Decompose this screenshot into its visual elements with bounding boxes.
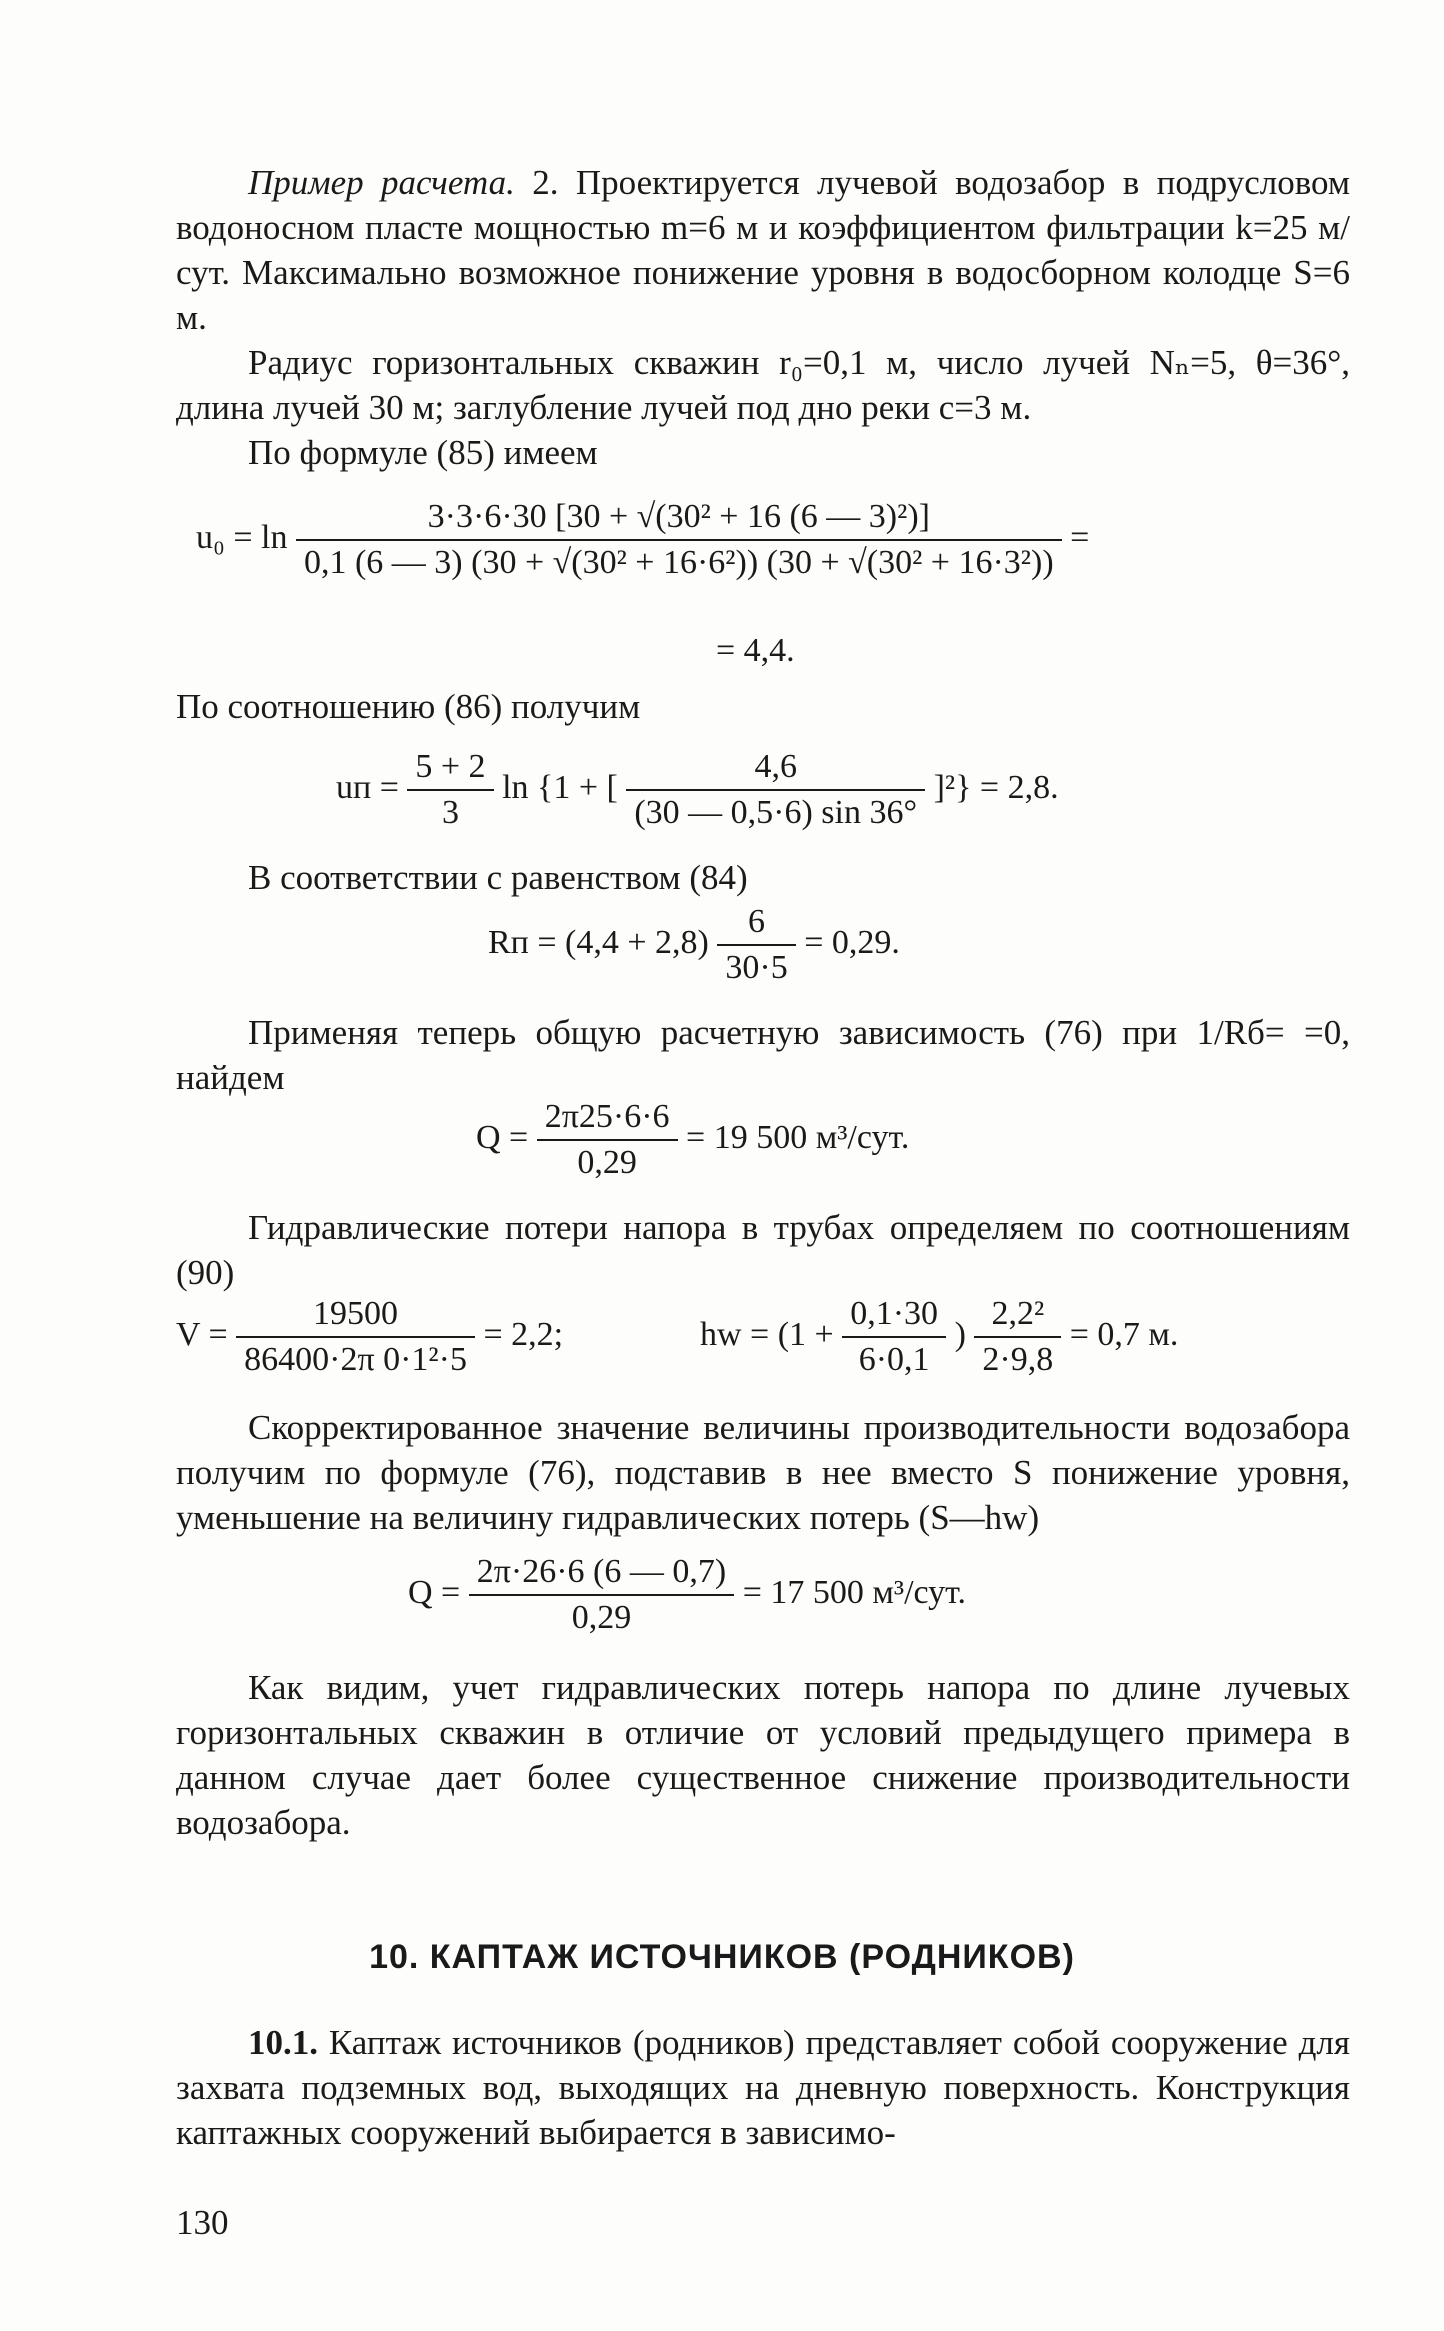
velocity-numerator: 19500: [236, 1292, 475, 1338]
formula-85-reference: По формуле (85) имеем: [248, 433, 598, 472]
page-number: 130: [176, 2203, 229, 2242]
head-loss-denominator-1: 6·0,1: [858, 1341, 930, 1378]
head-loss-paren: ): [954, 1315, 966, 1353]
equality-84-reference: В соответствии с равенством (84): [248, 858, 748, 897]
radius-paragraph: Радиус горизонтальных скважин r₀=0,1 м, число лучей Nₙ=5, θ=36°, длина лучей 30 м; заглубление лучей под дно реки c=3 м.: [176, 343, 1350, 427]
section-heading: 10. КАПТАЖ ИСТОЧНИКОВ (РОДНИКОВ): [369, 1938, 1075, 1976]
relation-86-reference: По соотношению (86) получим: [176, 687, 641, 726]
head-loss-fraction-2: [974, 1292, 1061, 1382]
section-paragraph-text: Каптаж источников (родников) представляет собой сооружение для захвата подземных вод, выходящих на дневную поверхность. Конструкция каптажных сооружений выбирается в зависимо-: [176, 2023, 1350, 2152]
un-inner-denominator: (30 — 0,5·6) sin 36°: [634, 794, 918, 831]
q1-denominator: 0,29: [577, 1144, 637, 1181]
rn-denominator: 30·5: [725, 949, 788, 986]
general-dependency-paragraph: Применяя теперь общую расчетную зависимость (76) при 1/Rб= =0, найдем: [176, 1013, 1350, 1097]
example-label: Пример расчета.: [248, 163, 515, 202]
u0-lhs: u₀ = ln: [196, 518, 288, 556]
un-coef-denominator: 3: [441, 794, 459, 831]
un-coefficient: [407, 745, 493, 835]
rn-result: = 0,29.: [804, 923, 900, 961]
velocity-result: = 2,2;: [483, 1315, 564, 1353]
u0-result: = 4,4.: [716, 632, 795, 669]
rn-numerator: 6: [717, 900, 795, 946]
u0-denominator: 0,1 (6 — 3) (30 + √(30² + 16·6²)) (30 + √(30² + 16·3²)): [303, 544, 1054, 581]
velocity-denominator: 86400·2π 0·1²·5: [244, 1341, 467, 1378]
u0-equals: =: [1070, 518, 1090, 556]
un-inner-fraction: [626, 745, 925, 835]
q2-fraction: [469, 1550, 734, 1640]
q1-result: = 19 500 м³/сут.: [686, 1118, 910, 1156]
section-paragraph-number: 10.1.: [248, 2023, 318, 2062]
un-ln-close: ]²} = 2,8.: [933, 768, 1059, 806]
head-loss-numerator-2: 2,2²: [974, 1292, 1061, 1338]
q2-result: = 17 500 м³/сут.: [742, 1573, 966, 1611]
q1-fraction: [537, 1095, 678, 1185]
q2-denominator: 0,29: [571, 1599, 632, 1636]
u0-numerator: 3·3·6·30 [30 + √(30² + 16 (6 — 3)²)]: [296, 495, 1062, 541]
q2-lhs: Q =: [408, 1573, 461, 1611]
q1-numerator: 2π25·6·6: [537, 1095, 678, 1141]
un-lhs: uп =: [336, 768, 399, 806]
conclusion-paragraph: Как видим, учет гидравлических потерь напора по длине лучевых горизонтальных скважин в отличие от условий предыдущего примера в данном случае дает более существенное снижение производительности водозабора.: [176, 1668, 1350, 1842]
rn-lhs: Rп = (4,4 + 2,8): [488, 923, 709, 961]
velocity-lhs: V =: [176, 1315, 228, 1353]
hydraulic-losses-paragraph: Гидравлические потери напора в трубах определяем по соотношениям (90): [176, 1208, 1350, 1292]
head-loss-denominator-2: 2·9,8: [982, 1341, 1054, 1378]
head-loss-lhs: hw = (1 +: [700, 1315, 834, 1353]
formula-head-loss: [700, 1292, 1178, 1382]
head-loss-fraction-1: [842, 1292, 946, 1382]
head-loss-numerator-1: 0,1·30: [842, 1292, 946, 1338]
velocity-fraction: [236, 1292, 475, 1382]
example-paragraph: [176, 160, 1350, 340]
formula-u0: [196, 495, 1089, 585]
formula-q1: [476, 1095, 909, 1185]
q1-lhs: Q =: [476, 1118, 529, 1156]
formula-un: [336, 745, 1059, 835]
corrected-value-paragraph: Скорректированное значение величины производительности водозабора получим по формуле (76), подставив в нее вместо S понижение уровня, уменьшение на величину гидравлических потерь (S—hw): [176, 1408, 1350, 1537]
un-inner-numerator: 4,6: [626, 745, 925, 791]
u0-fraction: [296, 495, 1062, 585]
head-loss-result: = 0,7 м.: [1069, 1315, 1179, 1353]
un-coef-numerator: 5 + 2: [407, 745, 493, 791]
un-ln-open: ln {1 + [: [502, 768, 618, 806]
formula-velocity: [176, 1292, 563, 1382]
rn-fraction: [717, 900, 795, 990]
section-paragraph: [176, 2020, 1350, 2155]
formula-rn: [488, 900, 900, 990]
formula-q2: [408, 1550, 966, 1640]
q2-numerator: 2π·26·6 (6 — 0,7): [469, 1550, 734, 1596]
example-text: 2. Проектируется лучевой водозабор в подрусловом водоносном пласте мощностью m=6 м и коэффициентом фильтрации k=25 м/сут. Максимально возможное понижение уровня в водосборном колодце S=6 м.: [176, 163, 1350, 337]
